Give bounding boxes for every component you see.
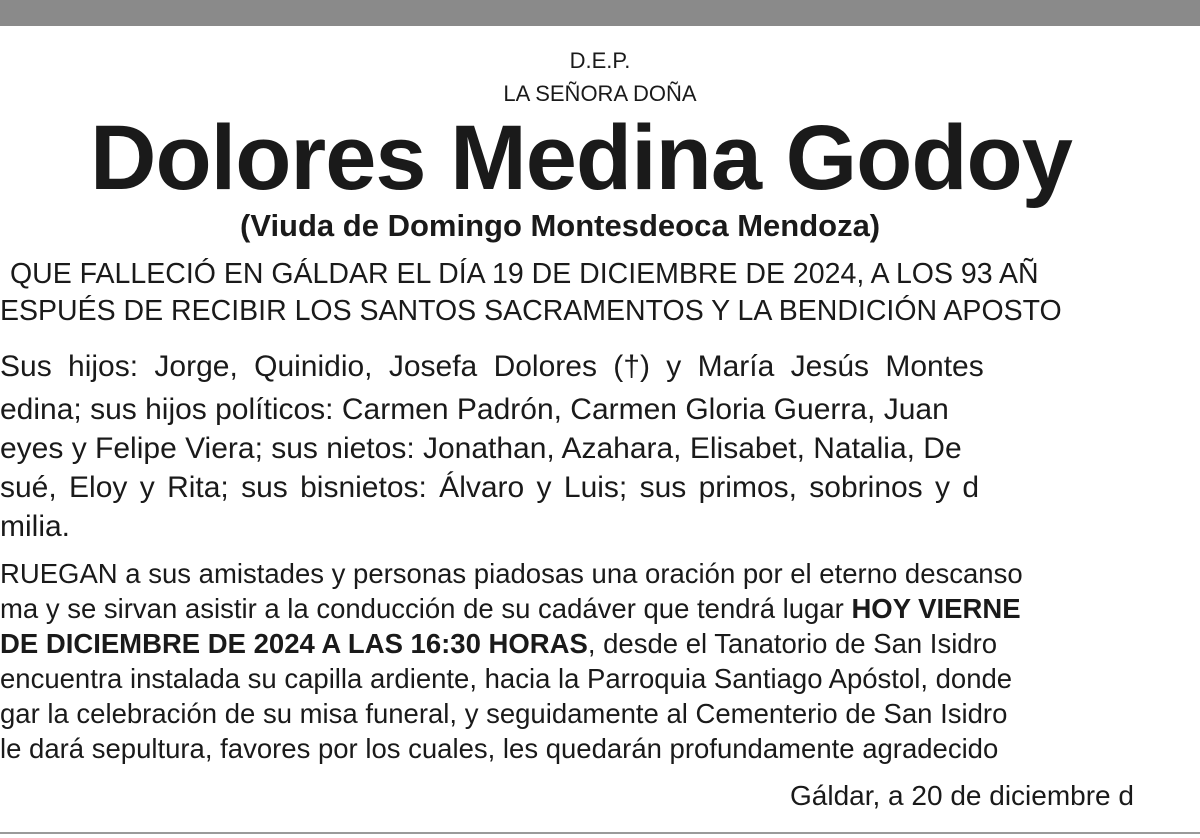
- family-line-5: milia.: [0, 510, 71, 543]
- family-line-4: sué, Eloy y Rita; sus bisnietos: Álvaro y Luis; sus primos, sobrinos y d: [0, 471, 980, 504]
- request-line-4: encuentra instalada su capilla ardiente, hacia la Parroquia Santiago Apóstol, donde: [0, 663, 1013, 694]
- widow-of-line: (Viuda de Domingo Montesdeoca Mendoza): [240, 208, 881, 243]
- request-line-2-bold: HOY VIERNE: [851, 593, 1021, 624]
- deceased-name: Dolores Medina Godoy: [90, 107, 1072, 209]
- request-line-2-text: ma y se sirvan asistir a la conducción de su cadáver que tendrá lugar: [0, 593, 852, 624]
- dep-heading: D.E.P.: [569, 48, 631, 73]
- bottom-border: [0, 832, 1200, 834]
- request-line-5: gar la celebración de su misa funeral, y seguidamente al Cementerio de San Isidro: [0, 698, 1008, 729]
- request-line-3-text: , desde el Tanatorio de San Isidro: [587, 628, 998, 659]
- title-line: LA SEÑORA DOÑA: [503, 81, 697, 106]
- announcement-line-2: ESPUÉS DE RECIBIR LOS SANTOS SACRAMENTOS Y LA BENDICIÓN APOSTO: [0, 295, 1062, 327]
- family-line-1: Sus hijos: Jorge, Quinidio, Josefa Dolores (†) y María Jesús Montes: [0, 350, 984, 383]
- request-line-6: le dará sepultura, favores por los cuales, les quedarán profundamente agradecido: [0, 733, 999, 764]
- family-line-3: eyes y Felipe Viera; sus nietos: Jonathan, Azahara, Elisabet, Natalia, De: [0, 432, 962, 465]
- top-border: [0, 0, 1200, 26]
- place-date: Gáldar, a 20 de diciembre d: [790, 780, 1134, 811]
- family-line-2: edina; sus hijos políticos: Carmen Padrón, Carmen Gloria Guerra, Juan: [0, 393, 949, 426]
- request-line-3-bold: DE DICIEMBRE DE 2024 A LAS 16:30 HORAS: [0, 628, 588, 659]
- request-line-1: RUEGAN a sus amistades y personas piadosas una oración por el eterno descanso: [0, 558, 1023, 589]
- request-line-2: [0, 595, 1021, 623]
- request-line-3: [0, 630, 997, 658]
- announcement-line-1: QUE FALLECIÓ EN GÁLDAR EL DÍA 19 DE DICIEMBRE DE 2024, A LOS 93 AÑ: [10, 258, 1039, 290]
